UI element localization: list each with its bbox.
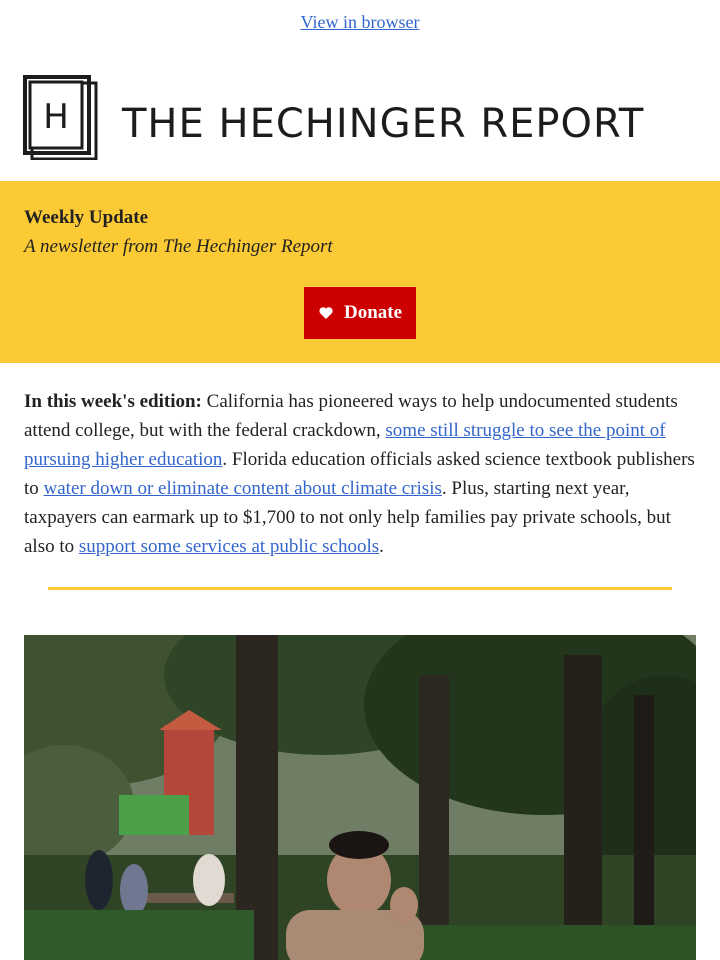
masthead [0,50,720,181]
summary-text-3: . Plus, starting next year, taxpayers can earmark up to $1,700 to not only help families pay private schools, but also to [24,478,671,557]
donate-label: Donate [343,302,403,323]
park-scene-image [24,635,696,960]
edition-lead: In this week's edition: [24,391,202,412]
story-link-climate-textbooks[interactable]: water down or eliminate content about climate crisis [43,478,442,499]
newsletter-title: Weekly Update [24,207,149,228]
top-bar [0,0,720,50]
heart-icon [318,305,334,321]
story-link-undocumented-students[interactable]: some still struggle to see the point of pursuing higher education [24,420,666,470]
newsletter-banner [0,181,720,363]
section-divider [48,587,672,590]
newsletter-subtitle: A newsletter from The Hechinger Report [24,236,333,257]
hechinger-logo-icon[interactable] [22,74,100,160]
brand-name[interactable]: THE HECHINGER REPORT [122,101,645,147]
donate-button[interactable] [304,287,416,339]
summary-text-4: . [379,536,384,557]
summary-text-2: . Florida education officials asked science textbook publishers to [24,449,695,499]
summary-text-1: California has pioneered ways to help undocumented students attend college, but with the federal crackdown, [24,391,678,441]
story-photo[interactable] [24,635,696,960]
view-in-browser-link[interactable]: View in browser [300,12,420,32]
logo-letter: H [43,97,69,137]
edition-summary [0,363,720,561]
story-link-public-schools[interactable]: support some services at public schools [78,536,380,557]
